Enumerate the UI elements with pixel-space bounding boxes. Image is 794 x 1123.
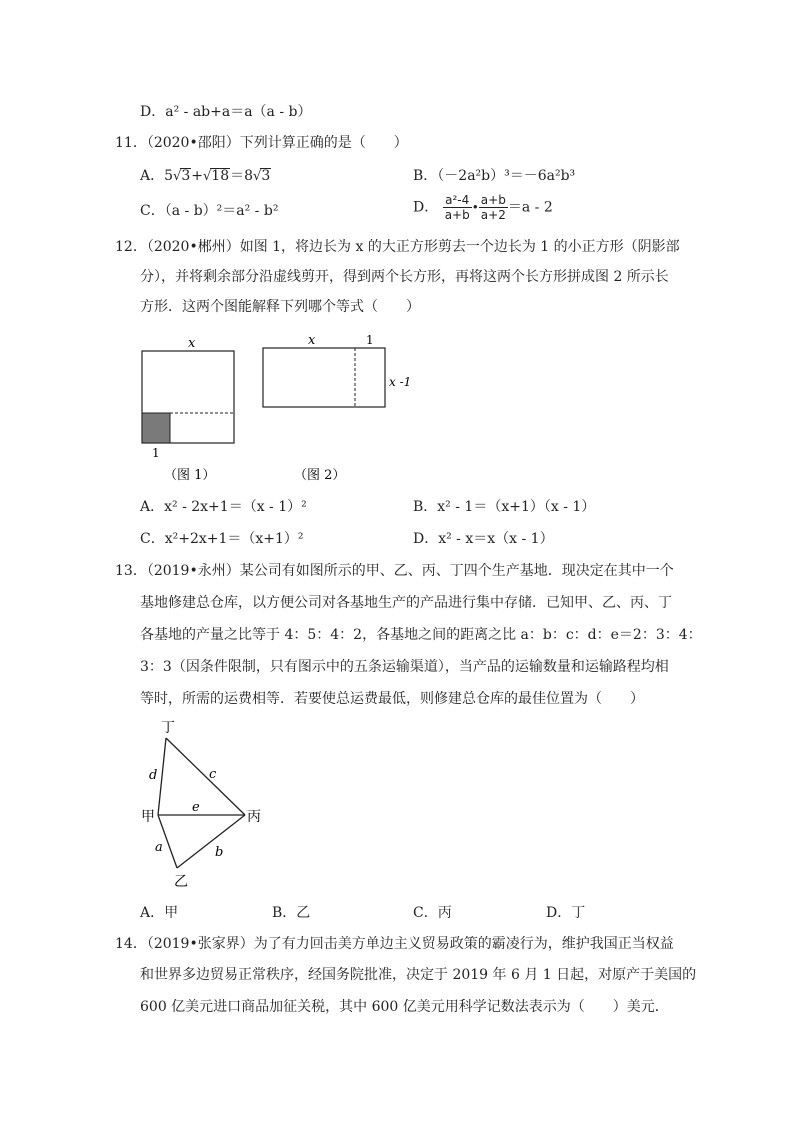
q13-stem-line-3: 各基地的产量之比等于 4：5：4：2，各基地之间的距离之比 a：b：c：d：e＝2：3：4：: [140, 627, 702, 643]
q13-stem-line-4: 3：3（因条件限制，只有图示中的五条运输渠道），当产品的运输数量和运输路程均相: [140, 659, 669, 675]
q11-option-d-denominator-1: a+b: [444, 208, 470, 222]
q12-figures: [130, 330, 412, 490]
q13-option-b: B．乙: [272, 905, 311, 921]
q12-option-b: B．x² - 1＝（x+1）（x - 1）: [413, 499, 596, 515]
q11-option-a-radicand-1: 3: [181, 168, 191, 184]
q12-stem-line-3: 方形．这两个图能解释下列哪个等式（ ）: [140, 299, 420, 315]
edge-e-label: e: [192, 800, 200, 815]
q12-option-c: C．x²+2x+1＝（x+1）²: [140, 531, 304, 547]
fig2-length-label: x: [308, 333, 316, 348]
q10-option-d: D．a² - ab+a＝a（a - b）: [140, 104, 312, 120]
fig1-side-label: x: [188, 336, 196, 351]
q11-option-a-equals: ＝8: [230, 168, 254, 184]
edge-d: [158, 738, 166, 815]
q13-stem-line-2: 基地修建总仓库，以方便公司对各基地生产的产品进行集中存储．已知甲、乙、丙、丁: [140, 595, 672, 611]
q13-stem-line-5: 等时，所需的运费相等．若要使总运费最低，则修建总仓库的最佳位置为（ ）: [140, 691, 644, 707]
q11-option-a-radicand-2: 18: [211, 168, 230, 184]
q11-stem: 11．（2020•邵阳）下列计算正确的是（ ）: [115, 135, 408, 151]
edge-b-label: b: [215, 845, 224, 860]
q11-option-d-prefix: D．: [413, 199, 439, 216]
q11-option-a: A．5√3+√18＝8√3: [140, 168, 271, 184]
node-bing-label: 丙: [247, 809, 261, 825]
q11-option-c: C．（a - b）²＝a² - b²: [140, 203, 279, 219]
q13-network-diagram: [135, 718, 275, 893]
q12-stem-line-1: 12．（2020•郴州）如图 1，将边长为 x 的大正方形剪去一个边长为 1 的小正方形（阴影部: [115, 239, 680, 255]
q13-stem-line-1: 13．（2019•永州）某公司有如图所示的甲、乙、丙、丁四个生产基地．现决定在其中一个: [115, 563, 674, 579]
q11-option-d-fraction-2: [479, 193, 508, 222]
figure-1: [142, 336, 234, 483]
q13-option-a: A．甲: [140, 905, 179, 921]
edge-d-label: d: [149, 768, 158, 783]
edge-b: [177, 815, 245, 868]
q13-option-c: C．丙: [413, 905, 452, 921]
fig1-small-label: 1: [152, 446, 160, 460]
q11-option-d: D． $\frac{\text{a²-4}}{a+b}$ • $\frac{a+b}{a+2}$ ＝a - 2: [413, 193, 553, 222]
node-yi-label: 乙: [174, 874, 188, 890]
fig2-height-label: x -1: [389, 375, 412, 389]
q11-option-d-suffix: ＝a - 2: [507, 199, 553, 216]
q12-option-a: A．x² - 2x+1＝（x - 1）²: [140, 499, 307, 515]
fig2-one-label: 1: [366, 333, 374, 347]
node-ding-label: 丁: [161, 720, 175, 736]
q11-option-a-plus: +: [191, 168, 203, 184]
shaded-small-square: [142, 413, 170, 443]
q12-option-d: D．x² - x＝x（x - 1）: [413, 531, 554, 547]
node-jia-label: 甲: [141, 809, 155, 825]
long-rectangle: [263, 348, 385, 407]
fig1-caption: （图 1）: [164, 468, 216, 483]
q14-stem-line-1: 14．（2019•张家界）为了有力回击美方单边主义贸易政策的霸凌行为，维护我国正当权益: [115, 936, 674, 952]
q11-option-d-numerator-1: a²-4: [443, 193, 472, 208]
q11-option-a-prefix: A．5: [140, 168, 174, 184]
q11-option-d-numerator-2: a+b: [479, 193, 508, 208]
q11-option-d-denominator-2: a+2: [480, 208, 506, 222]
q14-stem-line-3: 600 亿美元进口商品加征关税，其中 600 亿美元用科学记数法表示为（ ）美元．: [140, 999, 669, 1015]
q11-option-a-radicand-3: 3: [261, 168, 271, 184]
q13-option-d: D．丁: [546, 905, 586, 921]
q11-option-b: B．（－2a²b）³＝－6a²b³: [413, 168, 576, 184]
edge-c: [166, 738, 245, 815]
q14-stem-line-2: 和世界多边贸易正常秩序，经国务院批准，决定于 2019 年 6 月 1 日起，对原产于美国的: [140, 967, 697, 983]
q11-option-d-fraction-1: [443, 193, 472, 222]
edge-c-label: c: [209, 767, 217, 782]
figure-2: [263, 333, 411, 483]
fig2-caption: （图 2）: [294, 468, 346, 483]
edge-a-label: a: [155, 840, 163, 855]
q12-stem-line-2: 分），并将剩余部分沿虚线剪开，得到两个长方形，再将这两个长方形拼成图 2 所示长: [140, 269, 669, 285]
